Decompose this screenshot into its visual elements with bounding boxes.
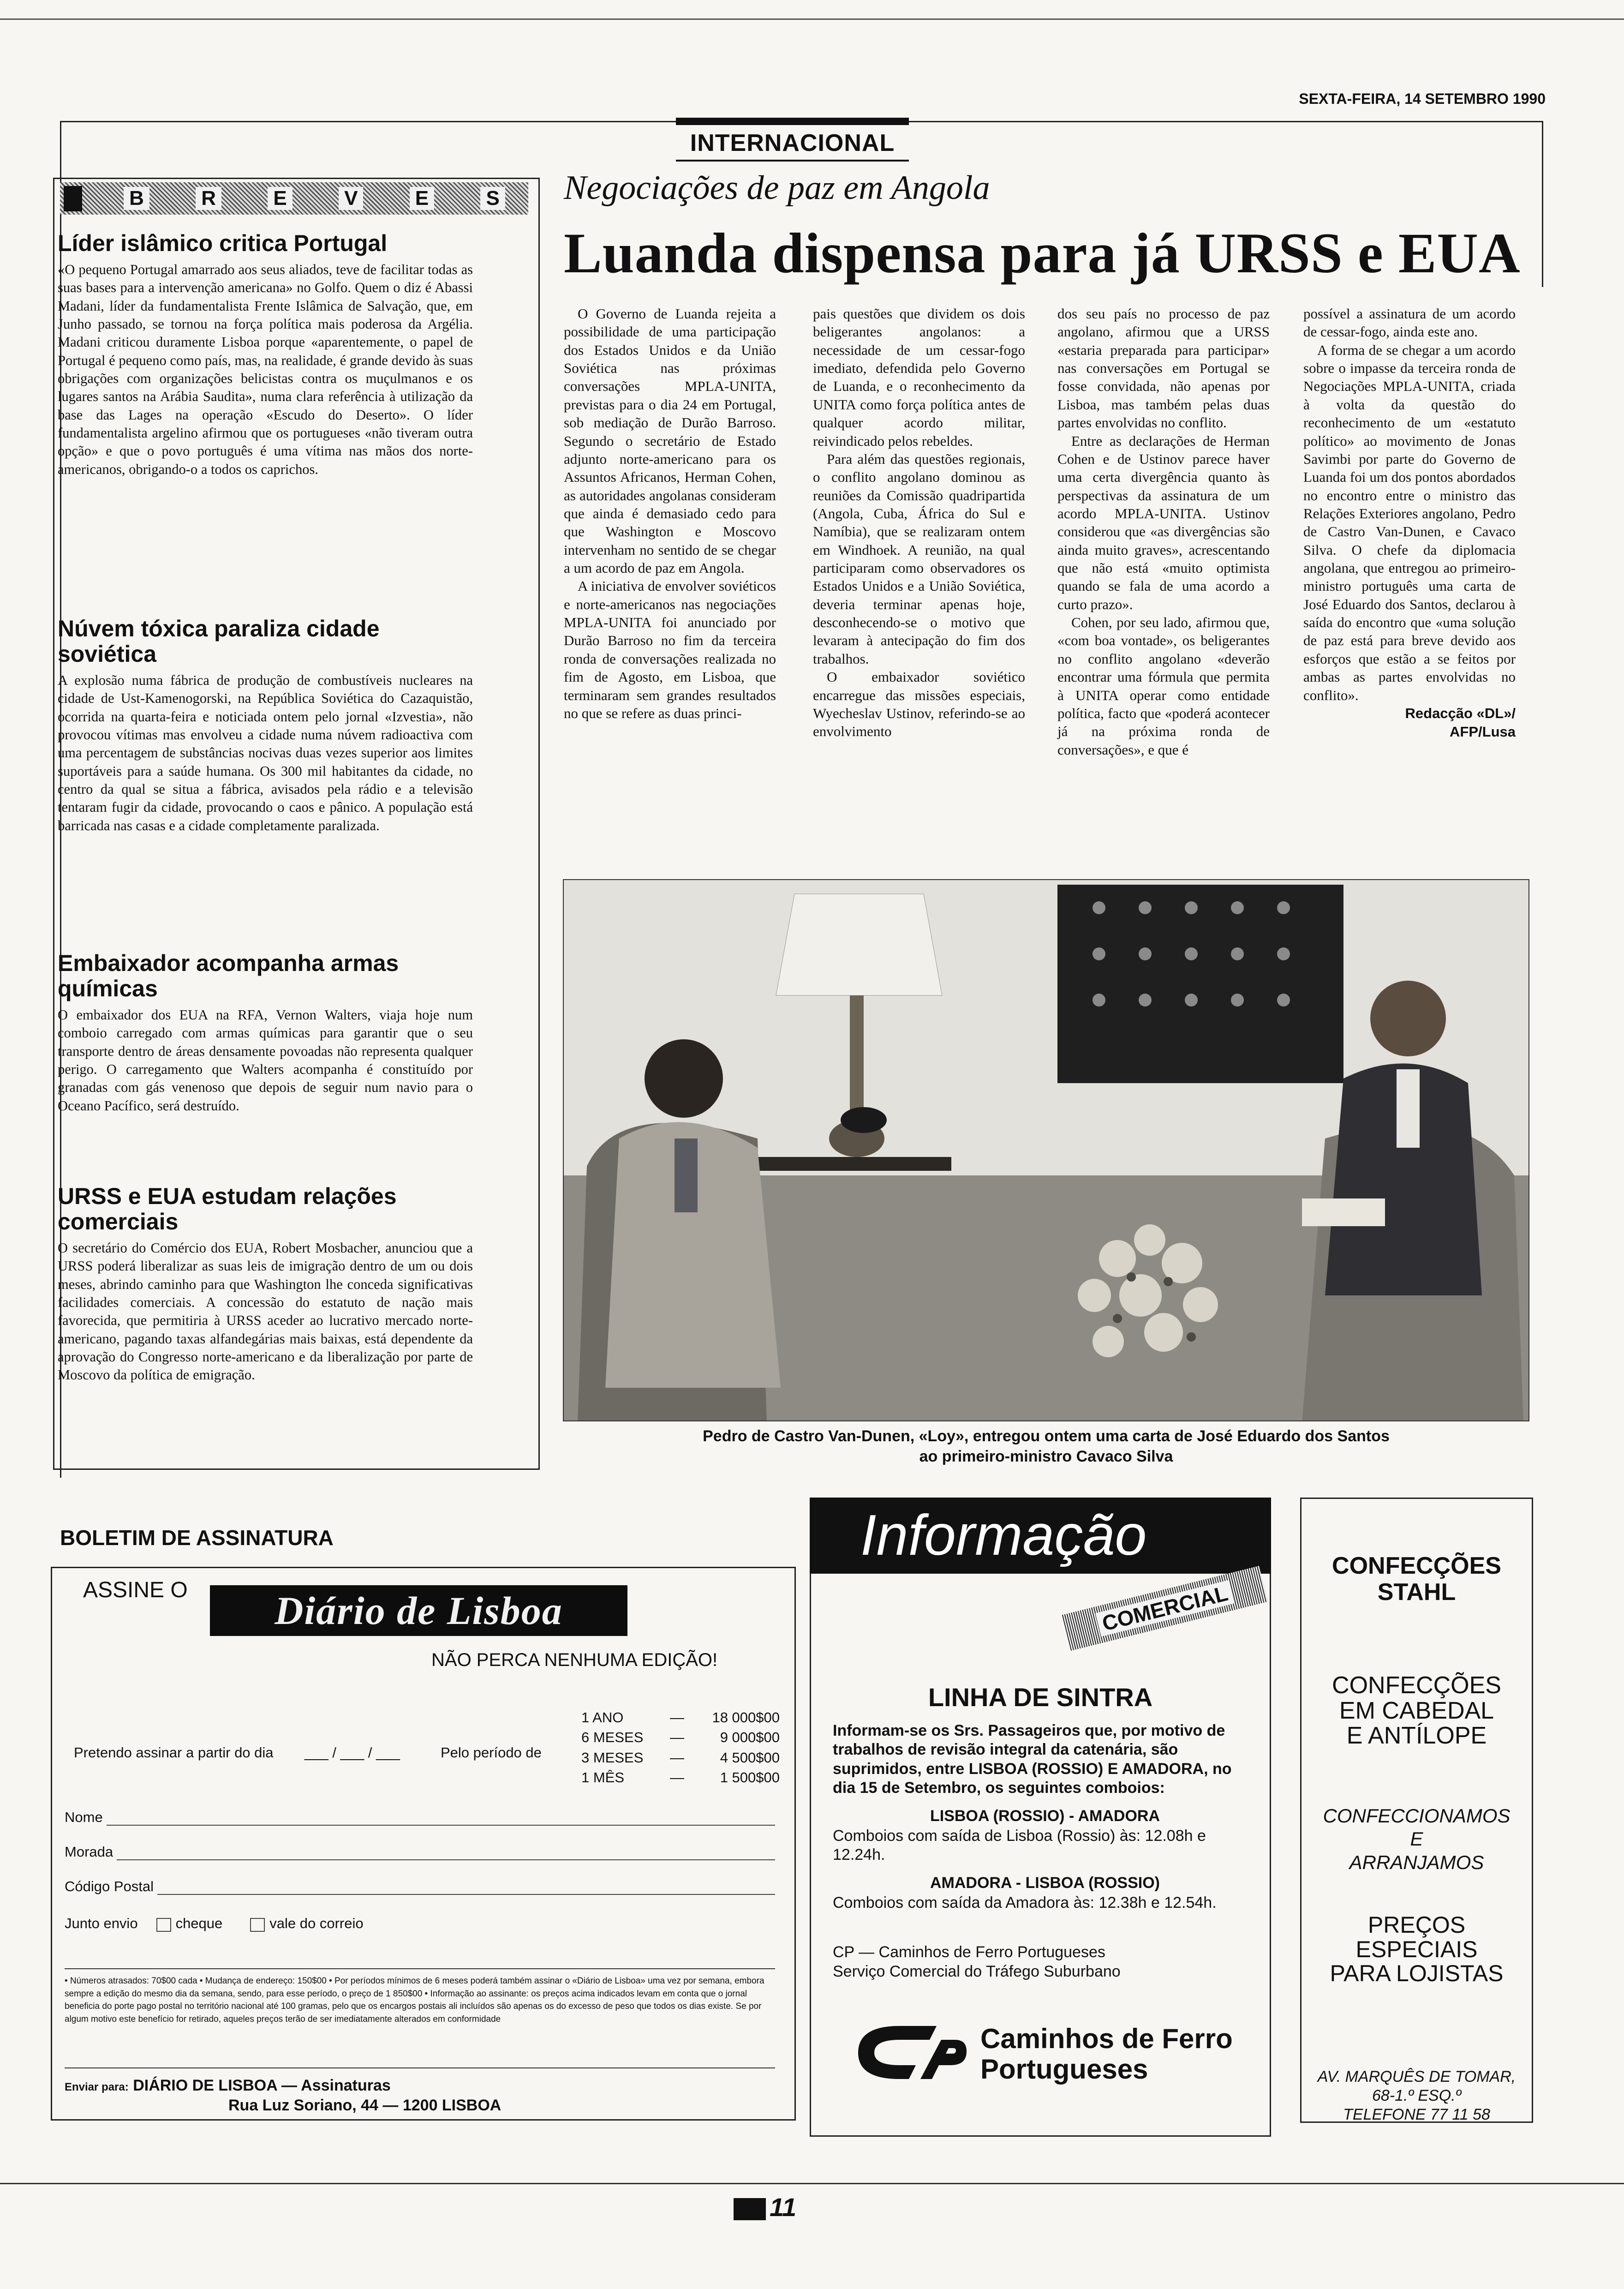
boletim-date-field[interactable]: ___ / ___ / ___ [304, 1744, 400, 1761]
envio-line: DIÁRIO DE LISBOA — Assinaturas [133, 2077, 391, 2094]
junto-envio-field [65, 1915, 775, 1932]
breves-letters [101, 187, 528, 210]
stahl-sub-line: CONFECÇÕES [1332, 1672, 1501, 1699]
cp-logo-icon [849, 2017, 971, 2088]
brief-item [58, 231, 473, 479]
breves-letter: S [480, 187, 505, 210]
diario-de-lisboa-logo: Diário de Lisboa [210, 1585, 627, 1636]
caption-line: ao primeiro-ministro Cavaco Silva [919, 1448, 1173, 1466]
stahl-address-line: 68-1.º ESQ.º [1372, 2086, 1462, 2104]
article-paragraph: O embaixador soviético encarregue das missões especiais, Wyecheslav Ustinov, referindo-se ao envolvimento [813, 669, 1025, 740]
price-dash: — [670, 1769, 684, 1786]
cp-line: CP — Caminhos de Ferro Portugueses [833, 1943, 1105, 1961]
stahl-precos-line: PREÇOS [1367, 1912, 1466, 1938]
price-value: 18 000$00 [712, 1709, 780, 1726]
brief-title: URSS e EUA estudam relações comerciais [58, 1183, 397, 1234]
junto-envio-label: Junto envio [65, 1915, 138, 1931]
section-bar [676, 118, 909, 125]
price-period: 3 MESES [581, 1749, 644, 1766]
envio-label: Enviar para: [65, 2081, 129, 2093]
article-kicker: Negociações de paz em Angola [564, 169, 990, 207]
boletim-periodo-label: Pelo período de [441, 1744, 542, 1761]
stahl-precos [1300, 1913, 1533, 1986]
morada-label: Morada [65, 1844, 113, 1860]
article-paragraph: A iniciativa de envolver soviéticos e norte-americanos nas negociações MPLA-UNITA foi anunciado por Durão Barroso no fim da terceira ronda de conversações realizada no fim de Agosto, em Lisboa, que terminaram sem grandes resultados no que se refere as duas princi- [564, 578, 776, 721]
article-headline: Luanda dispensa para já URSS e EUA [564, 222, 1521, 285]
stahl-sub-line: E ANTÍLOPE [1346, 1722, 1487, 1750]
article-column-3 [1057, 305, 1270, 759]
signoff-line: Redacção «DL»/ [1405, 705, 1516, 721]
boletim-envio [65, 2067, 775, 2115]
boletim-tagline: NÃO PERCA NENHUMA EDIÇÃO! [431, 1650, 718, 1670]
price-period: 6 MESES [581, 1729, 644, 1746]
brief-text: A explosão numa fábrica de produção de combustíveis nucleares na cidade de Ust-Kamenogorski, na República Soviética do Cazaquistão, ocorrida na quarta-feira e noticiada ontem pelo jornal «Izvestia», não provocou vítimas mas envolveu a cidade numa núvem radioactiva com uma percentagem de substâncias nocivas duas vezes superior aos limites suportáveis para a saúde humana. Os 300 mil habitantes da cidade, no centro da qual se situa a fábrica, avisados pela rádio e a televisão tentaram fugir da cidade, provocando o caos e pânico. A população está barricada nas casas e a cidade completamente paralizada. [58, 672, 473, 833]
article-paragraph: O Governo de Luanda rejeita a possibilidade de uma participação dos Estados Unidos e da União Soviética nas próximas conversações MPLA-UNITA, previstas para o dia 24 em Portugal, sob mediação de Durão Barroso. Segundo o secretário de Estado adjunto norte-americano para os Assuntos Africanos, Herman Cohen, as autoridades angolanas consideram que ainda é demasiado cedo para que Washington e Moscovo intervenham no sentido de se chegar a um acordo de paz em Angola. [564, 306, 776, 576]
comercial-stamp-text: COMERCIAL [1095, 1580, 1235, 1637]
breves-letter: V [339, 187, 363, 210]
nome-label: Nome [65, 1809, 103, 1825]
boletim-title: BOLETIM DE ASSINATURA [60, 1526, 334, 1550]
route-title: AMADORA - LISBOA (ROSSIO) [930, 1874, 1160, 1892]
article-paragraph: dos seu país no processo de paz angolano, afirmou que a URSS «estaria preparada para participar» nas conversações em Portugal se fosse convidada, não apenas por Lisboa, mas também pelas duas partes envolvidas no conflito. [1057, 306, 1270, 431]
price-value: 4 500$00 [720, 1749, 780, 1766]
frame-right-rule [1542, 121, 1543, 287]
price-dash: — [670, 1749, 684, 1766]
article-paragraph: Para além das questões regionais, o conflito angolano dominou as reuniões da Comissão quadripartida (Angola, Cuba, África do Sul e Namíbia), que se realizaram ontem em Windhoek. A reunião, na qual participaram como observadores os Estados Unidos e a União Soviética, deveria terminar apenas hoje, desconhecendo-se o motivo que levaram à antecipação do fim dos trabalhos. [813, 450, 1025, 667]
photo-caption [563, 1426, 1529, 1467]
article-column-2 [813, 305, 1025, 741]
price-row[interactable] [581, 1768, 780, 1787]
stahl-title-line: STAHL [1377, 1579, 1456, 1606]
boletim-notes: • Números atrasados: 70$00 cada • Mudança de endereço: 150$00 • Por períodos mínimos de 6 meses poderá também assinar o «Diário de Lisboa» uma vez por semana, embora sempre a edição do mesmo dia da semana, sendo, para esse período, o preço de 1 850$00 • Informação ao assinante: os preços acima indicados levam em conta que o jornal beneficia do porte pago postal no território nacional até 100 gramas, pelo que os encargos postais ali incluídos são apenas os do excesso de peso que todos os dias existe. Se por algum motivo este benefício for retirado, aqueles preços terão de ser imediatamente alterados em conformidade [65, 1968, 775, 2025]
article-paragraph: pais questões que dividem os dois beligerantes angolanos: a necessidade de um cessar-fogo imediato, defendida pelo Governo de Luanda, e o reconhecimento da UNITA como força política antes de qualquer acordo militar, reivindicado pelos rebeldes. [813, 306, 1025, 449]
breves-header [60, 182, 528, 215]
stahl-services-line: CONFECCIONAMOS [1323, 1805, 1511, 1827]
breves-letter: E [268, 187, 292, 210]
stahl-services-line: ARRANJAMOS [1349, 1851, 1484, 1873]
dl-mini-logo-icon [734, 2198, 766, 2220]
article-signoff [1303, 704, 1516, 742]
price-row[interactable] [581, 1748, 780, 1768]
brief-text: O embaixador dos EUA na RFA, Vernon Walters, viaja hoje num comboio carregado com armas químicas para garantir que o seu transporte dentro de áreas densamente povoadas não representa qualquer perigo. O carregamento que Walters acompanha é constituído por granadas com gás venenoso que depois de seguir num navio para o Oceano Pacífico, será destruído. [58, 1007, 473, 1114]
page-number [734, 2192, 796, 2222]
brief-item [58, 951, 473, 1115]
nome-field[interactable] [65, 1809, 775, 1826]
brief-text: «O pequeno Portugal amarrado aos seus aliados, teve de facilitar todas as suas bases para a intervenção americana» no Golfo. Quem o diz é Abassi Madani, líder da fundamentalista Frente Islâmica de Salvação, que, em Junho passado, se tornou na força política mais poderosa da Argélia. Madani criticou duramente Lisboa porque «aparentemente, o papel de Portugal é pequeno como país, mas, na realidade, é grande devido às suas obrigações com organizações belicistas contra os muçulmanos e os lugares santos na Arábia Saudita», numa clara referência à utilização da base das Lages na operação «Escudo do Deserto». O líder fundamentalista argelino afirmou que os portugueses «não tiveram outra opção» e que o povo português é uma vítima nas mãos dos norte-americanos, obrigando-o a todos os caprichos. [58, 262, 473, 477]
stahl-title-line: CONFECÇÕES [1332, 1552, 1501, 1579]
article-paragraph: possível a assinatura de um acordo de cessar-fogo, ainda este ano. [1303, 306, 1516, 340]
codigo-postal-field[interactable] [65, 1878, 775, 1895]
stahl-address-line: TELEFONE 77 11 58 [1343, 2105, 1490, 2123]
cp-logo-line: Caminhos de Ferro [980, 2023, 1233, 2054]
stahl-address-line: AV. MARQUÊS DE TOMAR, [1317, 2068, 1516, 2085]
page-number-text: 11 [770, 2193, 797, 2222]
linha-sintra-title: LINHA DE SINTRA [928, 1683, 1153, 1712]
vale-checkbox[interactable] [250, 1918, 265, 1932]
nome-line[interactable] [107, 1813, 775, 1826]
route-text: Comboios com saída da Amadora às: 12.38h e 12.54h. [833, 1894, 1217, 1911]
price-dash: — [670, 1729, 684, 1746]
signoff-line: AFP/Lusa [1450, 724, 1516, 740]
cheque-label: cheque [175, 1915, 223, 1931]
codigo-postal-label: Código Postal [65, 1878, 154, 1894]
price-dash: — [670, 1709, 684, 1726]
issue-date: SEXTA-FEIRA, 14 SETEMBRO 1990 [1299, 90, 1546, 107]
photo-illustration [564, 880, 1529, 1421]
stahl-title [1300, 1553, 1533, 1606]
morada-field[interactable] [65, 1844, 775, 1860]
price-list [581, 1708, 780, 1788]
brief-item [58, 616, 473, 835]
cp-line: Serviço Comercial do Tráfego Suburbano [833, 1963, 1121, 1980]
price-value: 1 500$00 [720, 1769, 780, 1786]
section-label: INTERNACIONAL [690, 130, 895, 156]
breves-letter: B [124, 187, 149, 210]
bottom-rule [0, 2183, 1624, 2184]
brief-title: Embaixador acompanha armas químicas [58, 950, 399, 1001]
informacao-intro: Informam-se os Srs. Passageiros que, por motivo de trabalhos de revisão integral da catenária, são suprimidos, entre LISBOA (ROSSIO) E AMADORA, no dia 15 de Setembro, os seguintes comboios: [833, 1722, 1232, 1797]
stahl-subtitle [1300, 1673, 1533, 1749]
stahl-services-line: E [1410, 1828, 1423, 1850]
cp-logo-text [980, 2024, 1233, 2085]
breves-letter: E [410, 187, 434, 210]
cp-logo-line: Portugueses [980, 2054, 1148, 2085]
article-photo [563, 879, 1529, 1421]
article-paragraph: Cohen, por seu lado, afirmou que, «com boa vontade», os beligerantes no conflito angolano «deverão encontrar uma fórmula que permita à UNITA operar como entidade política, facto que «poderá acontecer já na próxima ronda de conversações», e que é [1057, 614, 1270, 758]
price-period: 1 ANO [581, 1709, 624, 1726]
caption-line: Pedro de Castro Van-Dunen, «Loy», entregou ontem uma carta de José Eduardo dos Santos [703, 1427, 1390, 1445]
stahl-sub-line: EM CABEDAL [1339, 1697, 1494, 1724]
price-row[interactable] [581, 1727, 780, 1747]
informacao-title: Informação [810, 1498, 1271, 1574]
envio-line: Rua Luz Soriano, 44 — 1200 LISBOA [228, 2096, 502, 2114]
article-column-1 [564, 305, 776, 722]
stahl-address [1300, 2067, 1533, 2124]
article-paragraph: A forma de se chegar a um acordo sobre o impasse da terceira ronda de Negociações MPLA-UNITA, criada à volta da questão do reconhecimento de um «estatuto político» ao movimento de Jonas Savimbi por parte do Governo de Luanda foi um dos pontos abordados no encontro entre o ministro das Relações Exteriores angolano, Pedro de Castro Van-Dunen, e Cavaco Silva. O chefe da diplomacia angolana, que entregou ao primeiro-ministro português uma carta de José Eduardo dos Santos, declarou à saída do encontro que «uma solução de paz está para breve devido aos esforços que estão a se feitos por ambas as partes envolvidas no conflito». [1303, 342, 1516, 703]
morada-line[interactable] [117, 1847, 775, 1860]
stahl-services [1300, 1804, 1533, 1874]
codigo-postal-line[interactable] [157, 1882, 775, 1895]
article-column-4 [1303, 305, 1516, 742]
brief-item [58, 1184, 473, 1384]
boletim-assine: ASSINE O [83, 1578, 188, 1602]
brief-title: Núvem tóxica paraliza cidade soviética [58, 616, 380, 667]
top-rule [0, 18, 1624, 20]
breves-block [64, 186, 82, 211]
price-value: 9 000$00 [720, 1729, 780, 1746]
brief-text: O secretário do Comércio dos EUA, Robert Mosbacher, anunciou que a URSS poderá liberalizar as suas leis de imigração dentro de um ou dois meses, abrindo caminho para que Washington lhe conceda significativas facilidades comerciais. A concessão do estatuto de nação mais favorecida, que permitiria à URSS aceder ao lucrativo mercado norte-americano, pagando taxas alfandegárias mais baixas, está dependente da aprovação do Congresso norte-americano e da liberalização por parte de Moscovo da política de emigração. [58, 1240, 473, 1383]
route-text: Comboios com saída de Lisboa (Rossio) às: 12.08h e 12.24h. [833, 1827, 1206, 1864]
route-title: LISBOA (ROSSIO) - AMADORA [930, 1807, 1160, 1825]
vale-label: vale do correio [269, 1915, 364, 1931]
section-underline [676, 160, 909, 162]
breves-letter: R [196, 187, 221, 210]
price-period: 1 MÊS [581, 1769, 625, 1786]
cheque-checkbox[interactable] [156, 1918, 171, 1932]
article-paragraph: Entre as declarações de Herman Cohen e de Ustinov parece haver uma certa divergência quanto às perspectivas da assinatura de um acordo MPLA-UNITA. Ustinov considerou que «as divergências são ainda muito graves», acrescentando que não está «muito optimista quando se fala de uma acordo a curto prazo». [1057, 432, 1270, 612]
boletim-pretendo-label: Pretendo assinar a partir do dia [74, 1744, 274, 1761]
price-row[interactable] [581, 1708, 780, 1727]
brief-title: Líder islâmico critica Portugal [58, 230, 388, 256]
stahl-precos-line: PARA LOJISTAS [1330, 1960, 1504, 1986]
stahl-precos-line: ESPECIAIS [1355, 1936, 1478, 1962]
